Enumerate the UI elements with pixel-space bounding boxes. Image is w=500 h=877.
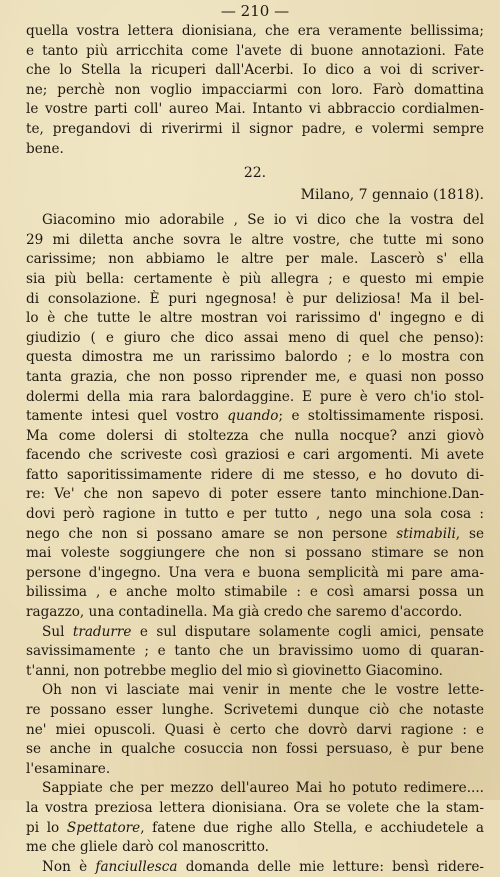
text-line: carissime; non abbiamo le altre per male. Lascerò s' ella [26,251,484,268]
text-line: se anche in qualche cosuccia non fossi persuaso, è pur bene [26,741,484,758]
book-page [26,0,484,875]
text-line: Giacomino mio adorabile , Se io vi dico che la vostra del [42,212,484,229]
text-line: quella vostra lettera dionisiana, che era veramente bellissima; [26,23,484,39]
text-line: ne; perchè non voglio impacciarmi con loro. Farò domattina [26,81,484,98]
text-line: questa dimostra me un rarissimo balordo ; e lo mostra con [26,349,484,366]
text-line: dolermi della mia rara balordaggine. E pure è vero ch'io stol- [26,388,484,405]
text-line: savissimamente ; e tanto che un bravissimo uomo di quaran- [26,643,484,660]
text-line: te, pregandovi di riverirmi il signor padre, e volermi sempre [26,120,484,137]
text-line: Ma come dolersi di stoltezza che nulla nocque? anzi giovò [26,427,484,444]
text-line: tamente intesi quel vostro quando; e stoltissimamente risposi. [26,408,484,425]
text-line: Non è fanciullesca domanda delle mie letture: bensì ridere- [42,858,484,875]
text-line: giudizio ( e giuro che dico assai meno di quel che penso): [26,329,484,346]
text-line: l'esaminare. [26,760,111,777]
text-line: sia più bella: certamente è più allegra ; e questo mi empie [26,270,484,287]
text-line: lo è che tutte le altre mostran voi rarissimo d' ingegno e di [26,310,484,327]
text-line: e tanto più arricchita come l'avete di buone annotazioni. Fate [26,42,484,59]
page-number-header: — 210 — [220,2,290,20]
letter-number: 22. [243,165,267,182]
text-line: facendo che scriveste così graziosi e cari argomenti. Mi avete [26,447,484,464]
text-line: la vostra preziosa lettera dionisiana. Ora se volete che la stam- [26,799,484,816]
text-line: Sul tradurre e sul disputare solamente cogli amici, pensate [42,623,484,640]
text-line: persone d'ingegno. Una vera e buona semplicità mi pare ama- [26,564,484,581]
text-line: fatto saporitissimamente ridere di me stesso, e ho dovuto di- [26,466,484,483]
text-line: nego che non si possano amare se non persone stimabili, se [26,525,484,542]
text-line: ne' miei opuscoli. Quasi è certo che dovrò darvi ragione : e [26,721,484,738]
text-line: ragazzo, una contadinella. Ma già credo che saremo d'accordo. [26,604,463,621]
text-line: t'anni, non potrebbe meglio del mio sì giovinetto Giacomino. [26,662,443,679]
text-line: dovi però ragione in tutto e per tutto , nego una sola cosa : [26,506,484,523]
text-line: pi lo Spettatore, fatene due righe allo Stella, e acchiudetele a [26,819,484,836]
text-line: Sappiate che per mezzo dell'aureo Mai ho potuto redimere.... [42,780,484,797]
letter-body [26,211,484,877]
text-line: bilissima , e anche molto stimabile : e così amarsi possa un [26,584,484,601]
text-line: mai voleste soggiungere che non si possano stimare se non [26,545,484,562]
text-line: di consolazione. È puri ngegnosa! è pur deliziosa! Ma il bel- [26,290,484,307]
text-line: me che gliele darò col manoscritto. [26,839,269,856]
intro-paragraph [26,22,484,159]
text-line: le vostre parti coll' aureo Mai. Intanto vi abbraccio cordialmen- [26,101,484,118]
text-line: bene. [26,140,64,157]
text-line: Oh non vi lasciate mai venir in mente che le vostre lette- [42,682,484,699]
text-line: che lo Stella la ricuperi dall'Acerbi. Io dico a voi di scriver- [26,62,484,79]
text-line: tanta grazia, che non posso riprender me, e quasi non posso [26,368,484,385]
text-line: re possano esser lunghe. Scrivetemi dunque ciò che notaste [26,702,484,718]
letter-dateline: Milano, 7 gennaio (1818). [300,187,484,204]
text-line: re: Ve' che non sapevo di poter essere tanto minchione.Dan- [26,486,484,503]
text-line: 29 mi diletta anche sovra le altre vostre, che tutte mi sono [26,231,484,248]
